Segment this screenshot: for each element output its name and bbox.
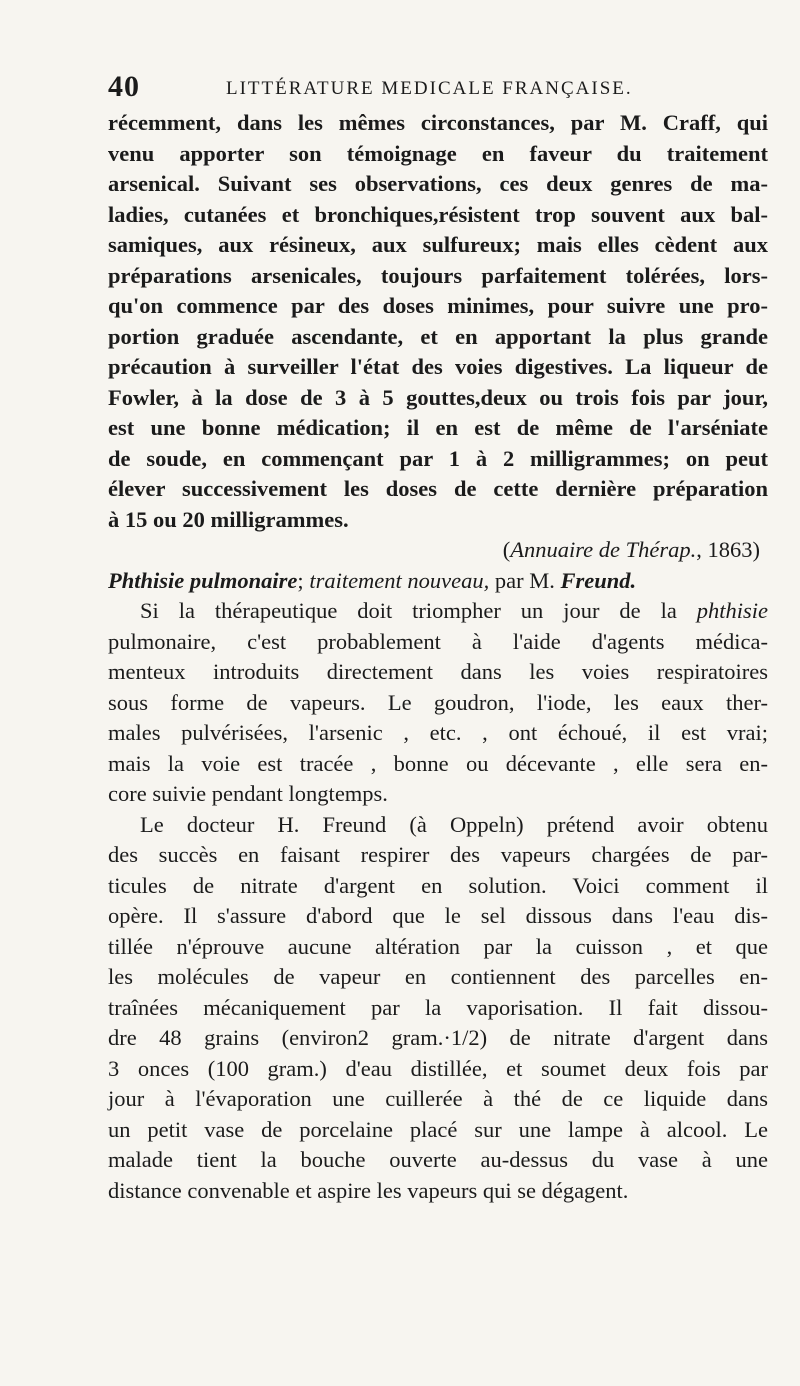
text-fragment-italic: phthisie [696,598,768,623]
text-line: tillée n'éprouve aucune altération par la cuisson , et que [108,933,768,959]
citation [108,535,768,566]
text-line: core suivie pendant longtemps. [108,781,388,806]
text-line: arsenical. Suivant ses observations, ces deux genres de ma- [108,171,768,196]
paragraph-therapeutics [108,596,768,810]
section-title-par: par M. [489,567,561,593]
paragraph-arsenic-treatment [108,108,768,535]
text-line: de soude, en commençant par 1 à 2 milligrammes; on peut [108,445,768,471]
running-title: LITTÉRATURE MEDICALE FRANÇAISE. [226,78,633,99]
text-line: distance convenable et aspire les vapeurs qui se dégagent. [108,1177,629,1203]
citation-year: , 1863) [696,537,760,562]
text-line: Le docteur H. Freund (à Oppeln) prétend avoir obtenu [140,811,768,837]
text-line: est une bonne médication; il en est de même de l'arséniate [108,415,768,440]
page-body [108,108,768,1206]
section-title-author: Freund. [560,567,637,593]
text-line: sous forme de vapeurs. Le goudron, l'iode, les eaux ther- [108,689,768,715]
text-line: Fowler, à la dose de 3 à 5 gouttes,deux ou trois fois par jour, [108,384,768,410]
citation-open: ( [502,537,511,562]
text-line: élever successivement les doses de cette dernière préparation [108,476,768,501]
section-title-phthisie: Phthisie pulmonaire [108,567,298,593]
text-line: des succès en faisant respirer des vapeurs chargées de par- [108,842,768,867]
text-line: males pulvérisées, l'arsenic , etc. , ont échoué, il est vrai; [108,720,768,745]
text-line: venu apporter son témoignage en faveur du traitement [108,140,768,166]
text-line: dre 48 grains (environ2 gram.·1/2) de nitrate d'argent dans [108,1025,768,1050]
text-line: menteux introduits directement dans les voies respiratoires [108,659,768,684]
text-line: à 15 ou 20 milligrammes. [108,506,349,532]
text-line: portion graduée ascendante, et en apportant la plus grande [108,323,768,349]
page-header [108,70,768,108]
text-line: 3 onces (100 gram.) d'eau distillée, et soumet deux fois par [108,1055,768,1081]
text-line: malade tient la bouche ouverte au-dessus du vase à une [108,1147,768,1172]
text-line: les molécules de vapeur en contiennent des parcelles en- [108,964,768,989]
text-line: mais la voie est tracée , bonne ou décevante , elle sera en- [108,750,768,776]
text-fragment: Si la thérapeutique doit triompher un jour de la [140,598,697,623]
text-line: jour à l'évaporation une cuillerée à thé de ce liquide dans [108,1086,768,1111]
text-line: précaution à surveiller l'état des voies digestives. La liqueur de [108,354,768,379]
text-line: récemment, dans les mêmes circonstances, par M. Craff, qui [108,110,768,135]
text-line: pulmonaire, c'est probablement à l'aide d'agents médica- [108,628,768,654]
text-line: préparations arsenicales, toujours parfaitement tolérées, lors- [108,262,768,288]
citation-source: Annuaire de Thérap. [510,537,697,562]
text-line: ladies, cutanées et bronchiques,résistent trop souvent aux bal- [108,201,768,227]
text-line: traînées mécaniquement par la vaporisation. Il fait dissou- [108,994,768,1020]
paragraph-freund-method [108,810,768,1207]
text-line [108,596,768,627]
text-line: qu'on commence par des doses minimes, pour suivre une pro- [108,293,768,318]
page-number: 40 [108,70,140,103]
section-title [108,566,768,597]
text-line: opère. Il s'assure d'abord que le sel dissous dans l'eau dis- [108,903,768,928]
section-title-treatment: traitement nouveau, [309,567,490,593]
text-line: samiques, aux résineux, aux sulfureux; mais elles cèdent aux [108,232,768,257]
text-line: un petit vase de porcelaine placé sur une lampe à alcool. Le [108,1116,768,1142]
text-line: ticules de nitrate d'argent en solution. Voici comment il [108,872,768,898]
section-title-separator: ; [297,567,310,593]
